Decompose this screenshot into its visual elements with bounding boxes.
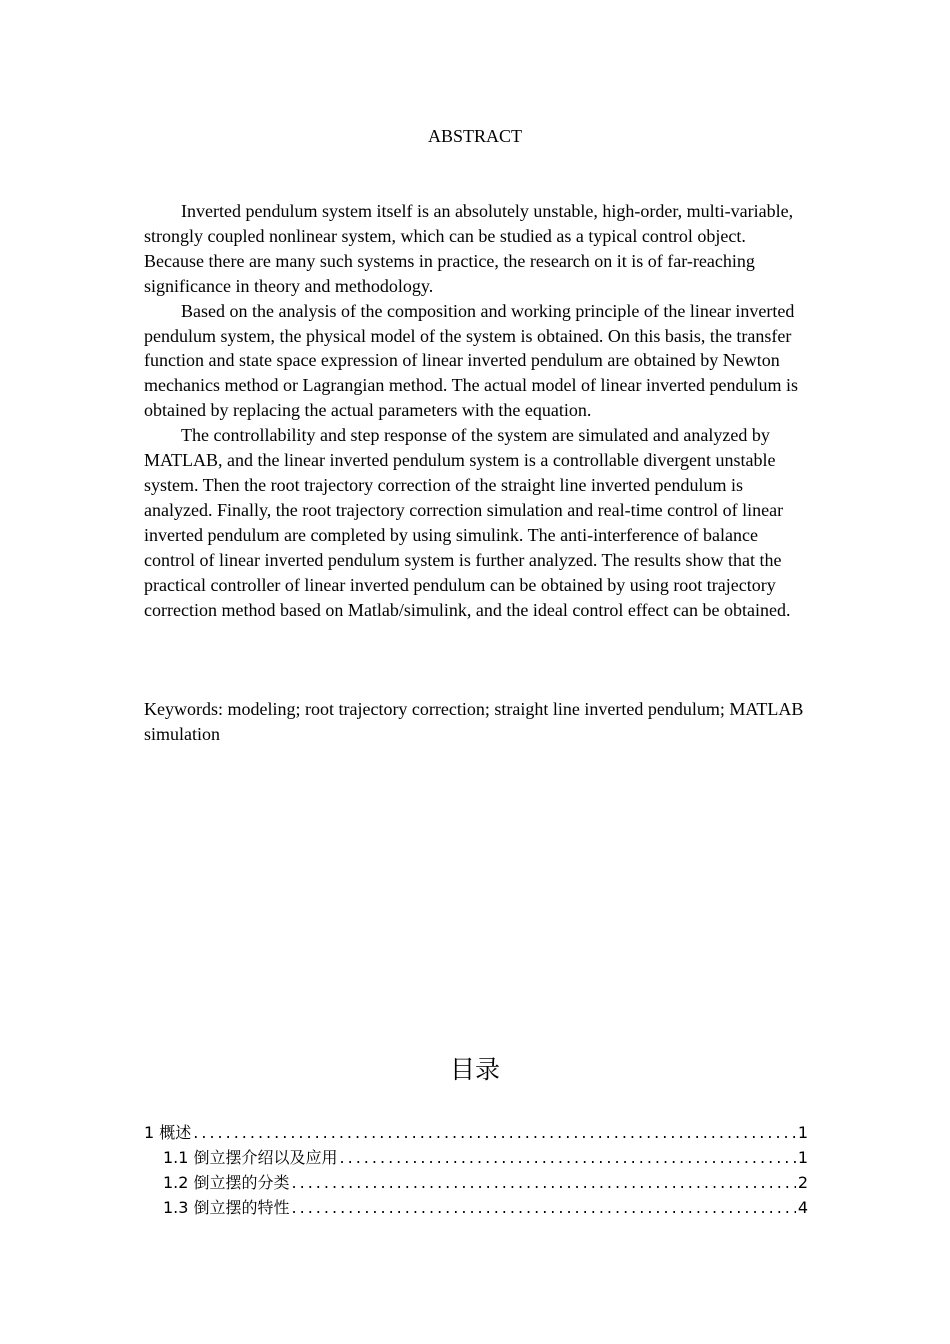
toc-entry[interactable] [144, 1145, 808, 1170]
toc-entry-page: 1 [797, 1123, 808, 1142]
toc-entry-label: 1.3 倒立摆的特性 [163, 1198, 290, 1217]
toc-entry[interactable] [144, 1195, 808, 1220]
toc-title: 目录 [449, 1055, 500, 1084]
abstract-paragraph-2: Based on the analysis of the composition and working principle of the linear inverted pendulum system, the physical model of the system is obtained. On this basis, the transfer function and state space expression of linear inverted pendulum are obtained by Newton mechanics method or Lagrangian method. The actual model of linear inverted pendulum is obtained by replacing the actual parameters with the equation. [144, 300, 798, 421]
abstract-title: ABSTRACT [427, 126, 523, 146]
table-of-contents [144, 1120, 808, 1220]
toc-entry-label: 1 概述 [144, 1123, 192, 1142]
toc-leader [193, 1120, 796, 1145]
toc-leader [292, 1195, 796, 1220]
abstract-body [144, 199, 808, 622]
toc-entry[interactable] [144, 1120, 808, 1145]
toc-leader [340, 1145, 796, 1170]
toc-entry-label: 1.2 倒立摆的分类 [163, 1173, 290, 1192]
keywords: Keywords: modeling; root trajectory correction; straight line inverted pendulum; MATLAB simulation [144, 699, 804, 744]
toc-entry-label: 1.1 倒立摆介绍以及应用 [163, 1148, 338, 1167]
toc-entry-page: 2 [797, 1173, 808, 1192]
toc-entry-page: 4 [797, 1198, 808, 1217]
abstract-paragraph-3: The controllability and step response of the system are simulated and analyzed by MATLAB, and the linear inverted pendulum system is a controllable divergent unstable system. Then the root trajectory correction of the straight line inverted pendulum is analyzed. Finally, the root trajectory correction simulation and real-time control of linear inverted pendulum are completed by using simulink. The anti-interference of balance control of linear inverted pendulum system is further analyzed. The results show that the practical controller of linear inverted pendulum can be obtained by using root trajectory correction method based on Matlab/simulink, and the ideal control effect can be obtained. [144, 425, 791, 620]
toc-entry[interactable] [144, 1170, 808, 1195]
abstract-paragraph-1: Inverted pendulum system itself is an absolutely unstable, high-order, multi-variable, strongly coupled nonlinear system, which can be studied as a typical control object. Because there are many such systems in practice, the research on it is of far-reaching significance in theory and methodology. [144, 201, 794, 296]
toc-leader [292, 1170, 796, 1195]
toc-entry-page: 1 [797, 1148, 808, 1167]
